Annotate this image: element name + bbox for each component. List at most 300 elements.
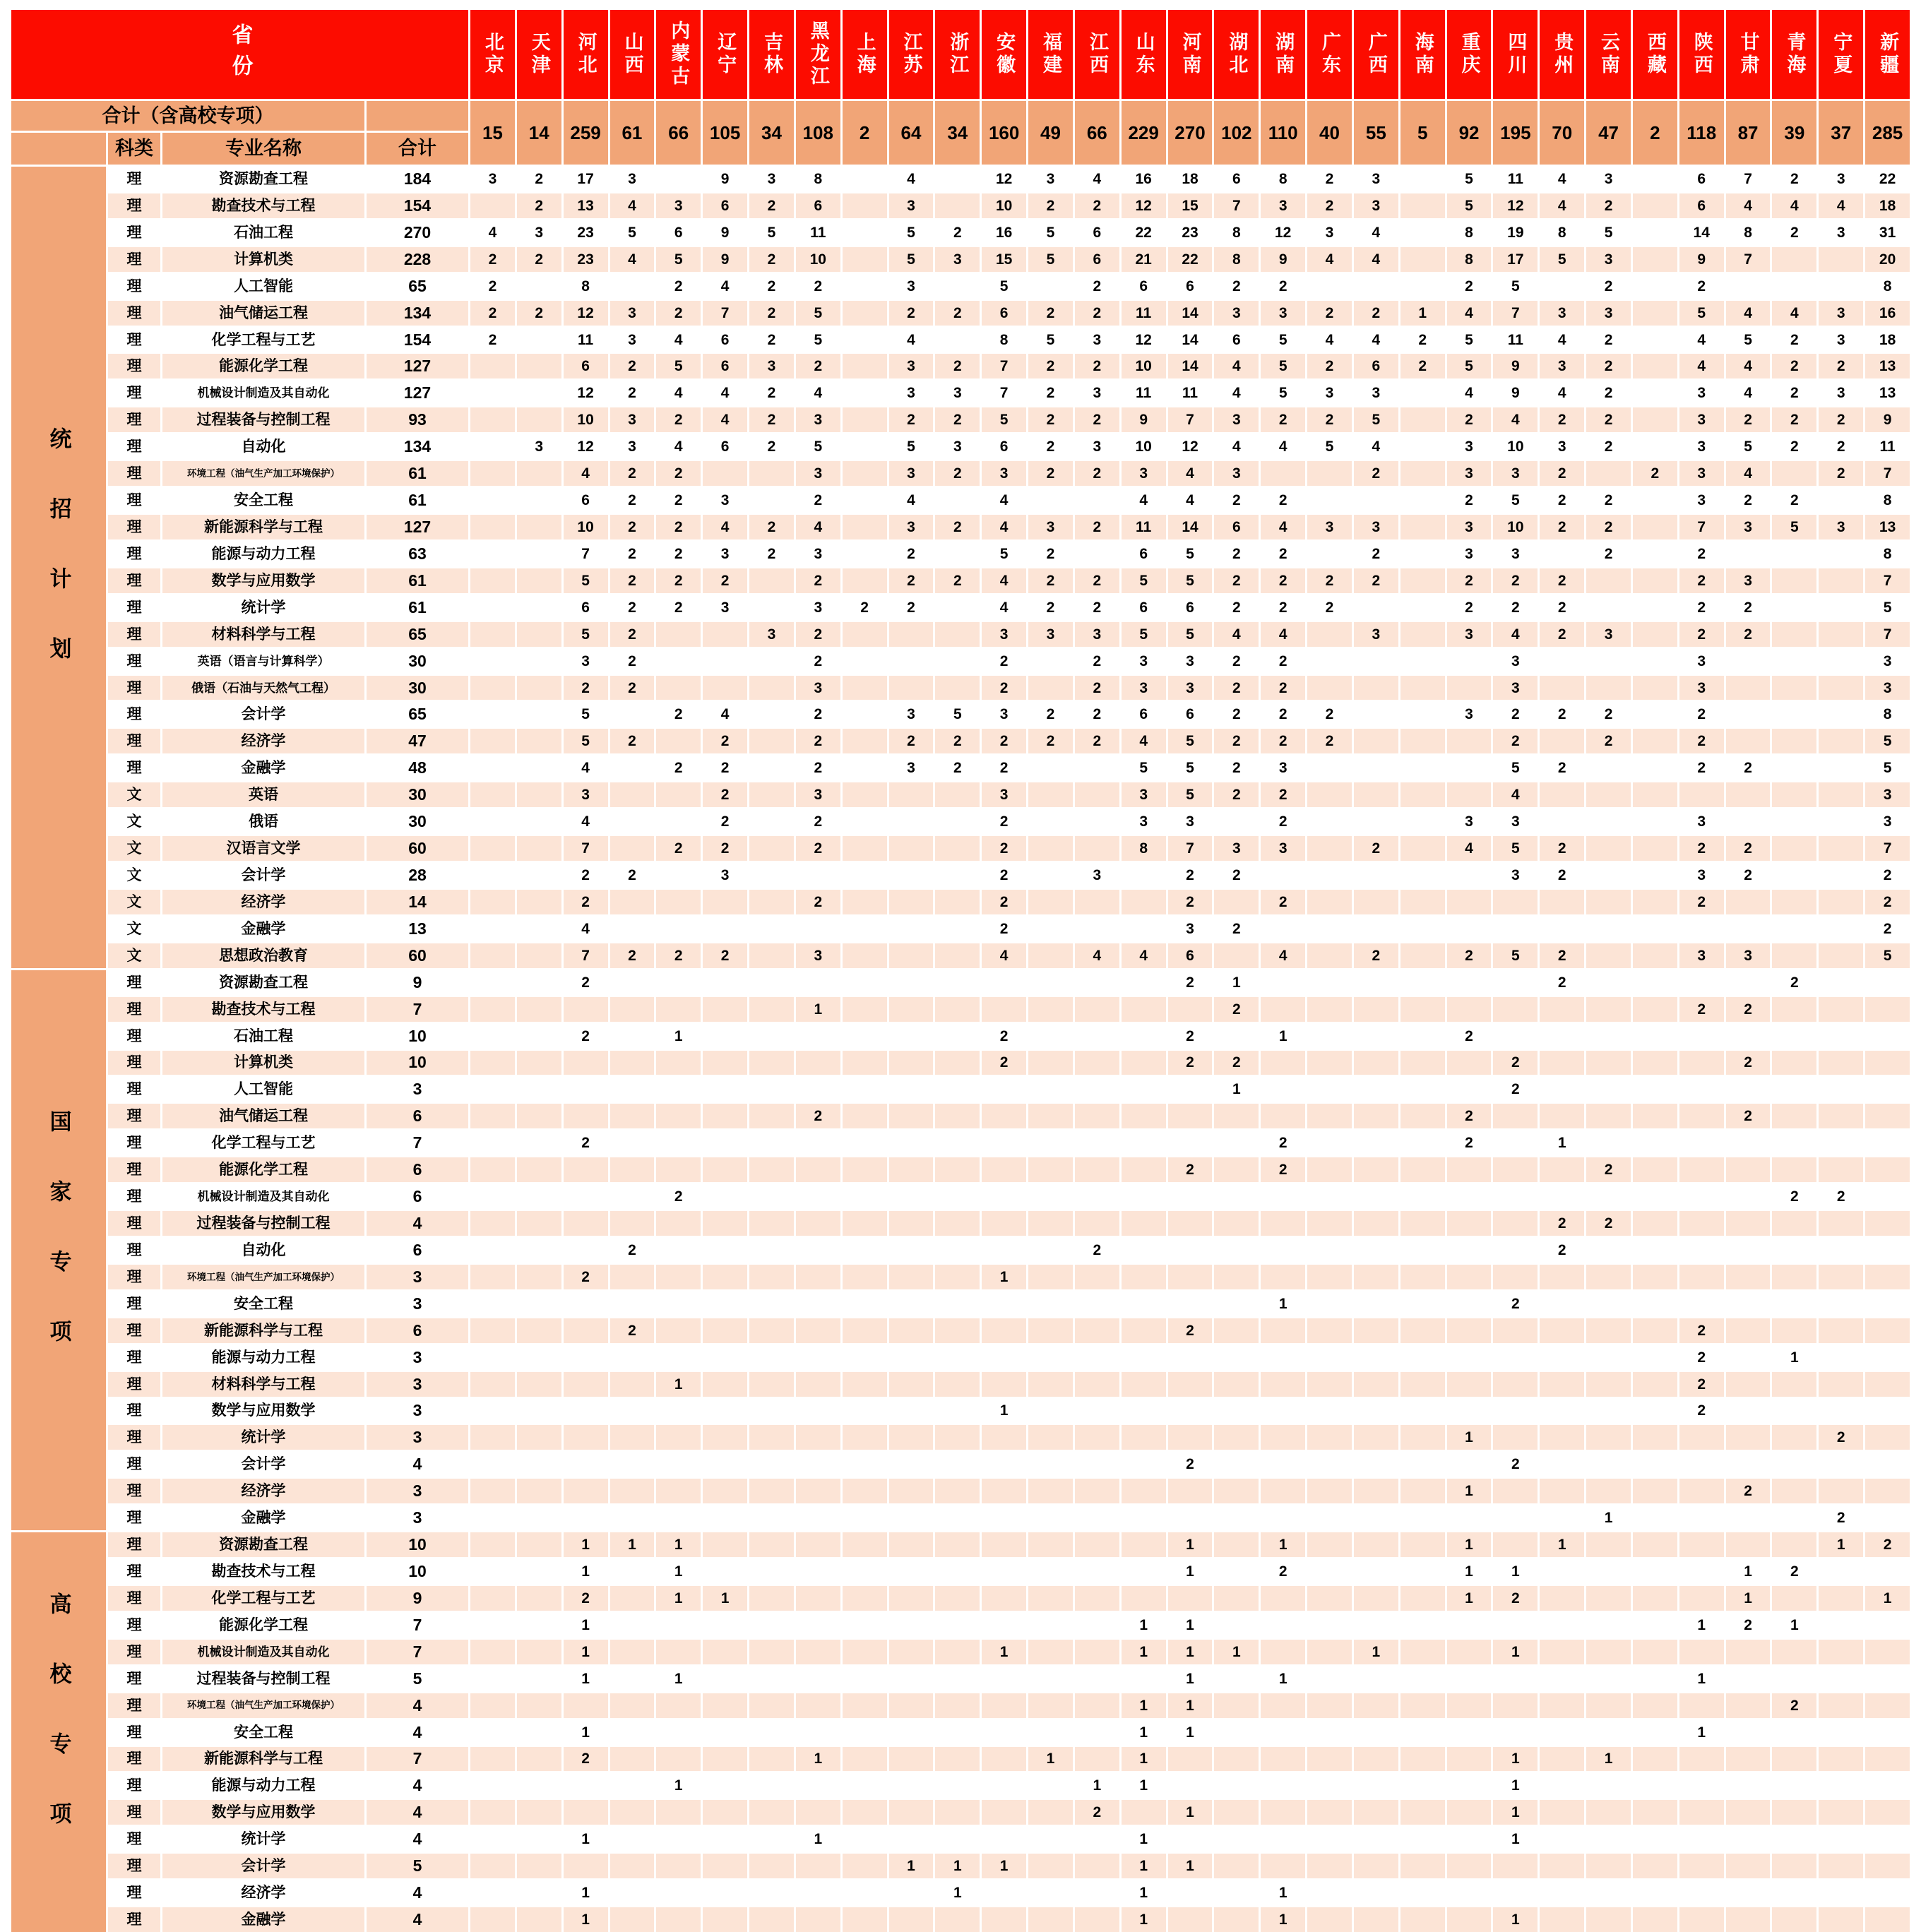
value-cell: 1: [982, 1399, 1026, 1424]
value-cell: [1493, 1131, 1538, 1155]
value-cell: [1540, 1747, 1584, 1772]
value-cell: [1819, 890, 1863, 914]
value-cell: 4: [1726, 381, 1771, 405]
value-cell: 1: [1214, 1640, 1259, 1664]
value-cell: [1307, 488, 1352, 513]
value-cell: [843, 1425, 887, 1450]
value-cell: 2: [703, 782, 747, 807]
value-cell: [1028, 1800, 1073, 1825]
value-cell: 7: [1679, 515, 1724, 539]
value-cell: [1819, 997, 1863, 1022]
value-cell: [470, 1024, 515, 1049]
value-cell: 6: [1075, 247, 1119, 272]
value-cell: [935, 542, 980, 566]
value-cell: 3: [1261, 301, 1305, 326]
value-cell: [1400, 702, 1445, 727]
value-cell: [517, 1157, 561, 1182]
value-cell: 3: [1865, 676, 1910, 700]
row-total-cell: 10: [367, 1024, 468, 1049]
value-cell: 2: [1540, 863, 1584, 888]
value-cell: [1772, 1211, 1816, 1236]
value-cell: [935, 943, 980, 968]
major-name-cell: 经济学: [162, 890, 364, 914]
value-cell: [1540, 1854, 1584, 1878]
value-cell: [1261, 1211, 1305, 1236]
value-cell: [1540, 1452, 1584, 1477]
value-cell: [1772, 1104, 1816, 1128]
value-cell: [1354, 1613, 1398, 1638]
value-cell: [656, 1238, 701, 1263]
value-cell: [703, 970, 747, 995]
value-cell: [1075, 1184, 1119, 1209]
value-cell: [1679, 1693, 1724, 1718]
row-total-cell: 93: [367, 407, 468, 432]
value-cell: 2: [1726, 407, 1771, 432]
value-cell: 5: [1028, 328, 1073, 352]
value-cell: [935, 970, 980, 995]
value-cell: [517, 622, 561, 647]
province-header: 海南: [1400, 10, 1445, 99]
value-cell: 2: [1214, 676, 1259, 700]
value-cell: [1865, 1907, 1910, 1932]
value-cell: [517, 1399, 561, 1424]
value-cell: [1586, 1720, 1631, 1745]
value-cell: 2: [1772, 488, 1816, 513]
value-cell: [1493, 1854, 1538, 1878]
province-header: 安徽: [982, 10, 1026, 99]
value-cell: [1307, 649, 1352, 674]
value-cell: 3: [1819, 381, 1863, 405]
value-cell: [564, 1479, 608, 1503]
row-total-cell: 61: [367, 595, 468, 620]
value-cell: [843, 1345, 887, 1370]
value-cell: 1: [564, 1880, 608, 1905]
category-cell: 理: [108, 167, 160, 191]
value-cell: 2: [1447, 488, 1492, 513]
major-name-cell: 能源与动力工程: [162, 542, 364, 566]
value-cell: 5: [1726, 328, 1771, 352]
value-cell: [982, 1211, 1026, 1236]
row-total-cell: 61: [367, 461, 468, 486]
value-cell: [1772, 1907, 1816, 1932]
category-cell: 文: [108, 809, 160, 834]
value-cell: [1540, 729, 1584, 753]
value-cell: [843, 1318, 887, 1343]
value-cell: 11: [1493, 328, 1538, 352]
value-cell: 3: [796, 943, 840, 968]
value-cell: [470, 595, 515, 620]
province-header: 山东: [1122, 10, 1166, 99]
value-cell: 2: [1168, 863, 1213, 888]
value-cell: [889, 1559, 934, 1584]
value-cell: 3: [1354, 167, 1398, 191]
value-cell: [1028, 836, 1073, 861]
value-cell: 2: [1075, 301, 1119, 326]
value-cell: [1819, 1238, 1863, 1263]
value-cell: [1865, 1720, 1910, 1745]
value-cell: [1075, 1372, 1119, 1397]
value-cell: 1: [1261, 1292, 1305, 1316]
value-cell: 2: [1679, 622, 1724, 647]
value-cell: [610, 756, 655, 780]
value-cell: [470, 1800, 515, 1825]
value-cell: 14: [1168, 515, 1213, 539]
value-cell: 2: [1354, 836, 1398, 861]
value-cell: [889, 1399, 934, 1424]
value-cell: [1028, 1907, 1073, 1932]
category-cell: 理: [108, 515, 160, 539]
value-cell: 2: [1168, 1452, 1213, 1477]
value-cell: [1354, 1505, 1398, 1530]
value-cell: 10: [796, 247, 840, 272]
value-cell: 4: [889, 167, 934, 191]
value-cell: 2: [1540, 568, 1584, 593]
value-cell: [1214, 1773, 1259, 1798]
value-cell: [1400, 1157, 1445, 1182]
value-cell: [1540, 1880, 1584, 1905]
category-cell: 理: [108, 676, 160, 700]
value-cell: [982, 1345, 1026, 1370]
value-cell: [1726, 917, 1771, 941]
major-name-cell: 过程装备与控制工程: [162, 1211, 364, 1236]
value-cell: [1400, 1131, 1445, 1155]
value-cell: [749, 1051, 794, 1075]
value-cell: [1447, 1720, 1492, 1745]
value-cell: [982, 1800, 1026, 1825]
value-cell: [1214, 1425, 1259, 1450]
value-cell: 6: [1168, 595, 1213, 620]
major-name-cell: 会计学: [162, 863, 364, 888]
value-cell: 4: [1122, 729, 1166, 753]
value-cell: [656, 970, 701, 995]
value-cell: [843, 247, 887, 272]
value-cell: 8: [564, 274, 608, 299]
value-cell: [656, 997, 701, 1022]
value-cell: [935, 595, 980, 620]
value-cell: [610, 1907, 655, 1932]
value-cell: [1400, 1666, 1445, 1691]
value-cell: [656, 1292, 701, 1316]
category-cell: 理: [108, 1399, 160, 1424]
category-cell: 理: [108, 970, 160, 995]
value-cell: [749, 1452, 794, 1477]
value-cell: 8: [982, 328, 1026, 352]
value-cell: [517, 1104, 561, 1128]
province-header: 云南: [1586, 10, 1631, 99]
value-cell: 2: [656, 407, 701, 432]
value-cell: [1261, 1184, 1305, 1209]
major-name-cell: 能源化学工程: [162, 354, 364, 378]
value-cell: [1400, 997, 1445, 1022]
value-cell: 1: [1122, 1613, 1166, 1638]
value-cell: 4: [1493, 407, 1538, 432]
value-cell: 1: [982, 1854, 1026, 1878]
value-cell: [1028, 1532, 1073, 1557]
value-cell: [1679, 970, 1724, 995]
value-cell: [1586, 809, 1631, 834]
province-header: 甘肃: [1726, 10, 1771, 99]
value-cell: [703, 1907, 747, 1932]
value-cell: 2: [1214, 863, 1259, 888]
value-cell: 1: [1122, 1747, 1166, 1772]
value-cell: 2: [796, 488, 840, 513]
value-cell: 2: [1540, 515, 1584, 539]
province-total: 87: [1726, 101, 1771, 165]
value-cell: 6: [703, 434, 747, 459]
value-cell: [1075, 1640, 1119, 1664]
value-cell: [1122, 1051, 1166, 1075]
value-cell: [1354, 1559, 1398, 1584]
value-cell: [517, 836, 561, 861]
value-cell: 3: [1540, 301, 1584, 326]
major-name-cell: 自动化: [162, 434, 364, 459]
value-cell: [1726, 702, 1771, 727]
value-cell: [1633, 434, 1677, 459]
value-cell: [610, 1720, 655, 1745]
value-cell: [1865, 1452, 1910, 1477]
value-cell: 2: [1493, 1077, 1538, 1102]
value-cell: 4: [1354, 220, 1398, 245]
value-cell: 5: [1261, 354, 1305, 378]
value-cell: [1633, 917, 1677, 941]
value-cell: [843, 649, 887, 674]
value-cell: [1447, 1505, 1492, 1530]
value-cell: [749, 595, 794, 620]
value-cell: [1400, 729, 1445, 753]
value-cell: [656, 890, 701, 914]
value-cell: [1261, 1747, 1305, 1772]
value-cell: 4: [1493, 782, 1538, 807]
value-cell: [610, 1157, 655, 1182]
value-cell: 11: [564, 328, 608, 352]
value-cell: [935, 1425, 980, 1450]
value-cell: [1168, 1211, 1213, 1236]
major-name-cell: 资源勘查工程: [162, 167, 364, 191]
value-cell: [1307, 943, 1352, 968]
value-cell: [1586, 1399, 1631, 1424]
value-cell: [1633, 676, 1677, 700]
value-cell: [1726, 1800, 1771, 1825]
major-name-cell: 勘查技术与工程: [162, 997, 364, 1022]
value-cell: 3: [1493, 863, 1538, 888]
value-cell: 1: [982, 1640, 1026, 1664]
value-cell: [1028, 1399, 1073, 1424]
value-cell: [1819, 1640, 1863, 1664]
value-cell: [1726, 1907, 1771, 1932]
value-cell: [1447, 1211, 1492, 1236]
value-cell: [564, 1077, 608, 1102]
value-cell: 1: [1261, 1532, 1305, 1557]
value-cell: [517, 649, 561, 674]
value-cell: 2: [1307, 702, 1352, 727]
value-cell: [889, 1720, 934, 1745]
value-cell: [517, 274, 561, 299]
value-cell: [749, 756, 794, 780]
value-cell: [470, 542, 515, 566]
value-cell: 3: [1819, 167, 1863, 191]
value-cell: [1819, 917, 1863, 941]
value-cell: [796, 1184, 840, 1209]
value-cell: [610, 1479, 655, 1503]
value-cell: 6: [1354, 354, 1398, 378]
value-cell: [935, 622, 980, 647]
value-cell: [1261, 1318, 1305, 1343]
value-cell: [1772, 1747, 1816, 1772]
row-total-cell: 127: [367, 381, 468, 405]
value-cell: 4: [1307, 328, 1352, 352]
value-cell: 1: [889, 1854, 934, 1878]
value-cell: 4: [1261, 622, 1305, 647]
value-cell: [703, 1238, 747, 1263]
value-cell: 3: [610, 167, 655, 191]
value-cell: [1214, 1265, 1259, 1289]
value-cell: [470, 1077, 515, 1102]
value-cell: 2: [1540, 407, 1584, 432]
value-cell: [1261, 917, 1305, 941]
value-cell: [935, 167, 980, 191]
value-cell: [610, 1559, 655, 1584]
value-cell: [517, 1051, 561, 1075]
value-cell: [1586, 1773, 1631, 1798]
value-cell: [703, 1292, 747, 1316]
value-cell: [470, 1586, 515, 1611]
province-header: 河北: [564, 10, 608, 99]
category-header: 科类: [108, 133, 160, 165]
value-cell: 8: [796, 167, 840, 191]
value-cell: [1028, 1051, 1073, 1075]
value-cell: [843, 1532, 887, 1557]
value-cell: [1354, 890, 1398, 914]
value-cell: 2: [1586, 1157, 1631, 1182]
value-cell: 2: [1354, 461, 1398, 486]
value-cell: [1540, 1640, 1584, 1664]
value-cell: [1865, 1666, 1910, 1691]
value-cell: [656, 676, 701, 700]
value-cell: 3: [703, 863, 747, 888]
value-cell: 3: [1586, 167, 1631, 191]
category-cell: 理: [108, 274, 160, 299]
value-cell: [1540, 997, 1584, 1022]
value-cell: [1819, 274, 1863, 299]
value-cell: 3: [935, 434, 980, 459]
value-cell: 4: [656, 434, 701, 459]
value-cell: [1400, 461, 1445, 486]
value-cell: [796, 863, 840, 888]
value-cell: [1400, 917, 1445, 941]
value-cell: 2: [1726, 622, 1771, 647]
value-cell: [1307, 1238, 1352, 1263]
value-cell: 4: [1772, 301, 1816, 326]
value-cell: [1354, 809, 1398, 834]
category-cell: 理: [108, 1505, 160, 1530]
value-cell: [843, 1773, 887, 1798]
value-cell: [1075, 542, 1119, 566]
value-cell: [935, 1131, 980, 1155]
value-cell: 2: [656, 301, 701, 326]
value-cell: [1400, 595, 1445, 620]
category-cell: 理: [108, 1827, 160, 1852]
value-cell: [517, 1640, 561, 1664]
row-total-cell: 3: [367, 1505, 468, 1530]
value-cell: [1772, 890, 1816, 914]
value-cell: [517, 407, 561, 432]
value-cell: [1354, 1880, 1398, 1905]
value-cell: [749, 1104, 794, 1128]
value-cell: [517, 1800, 561, 1825]
value-cell: [1400, 1720, 1445, 1745]
value-cell: [1726, 542, 1771, 566]
row-total-cell: 30: [367, 676, 468, 700]
value-cell: [1633, 782, 1677, 807]
value-cell: [1168, 1292, 1213, 1316]
value-cell: [1214, 1720, 1259, 1745]
major-name-cell: 机械设计制造及其自动化: [162, 1184, 364, 1209]
value-cell: 2: [1540, 1211, 1584, 1236]
value-cell: [656, 1104, 701, 1128]
value-cell: [1633, 167, 1677, 191]
value-cell: [889, 1024, 934, 1049]
value-cell: [1819, 782, 1863, 807]
value-cell: [1726, 1238, 1771, 1263]
value-cell: 2: [1586, 729, 1631, 753]
value-cell: [1586, 782, 1631, 807]
value-cell: 2: [610, 1238, 655, 1263]
value-cell: 21: [1122, 247, 1166, 272]
value-cell: 16: [1122, 167, 1166, 191]
value-cell: 2: [796, 756, 840, 780]
value-cell: 3: [889, 193, 934, 218]
category-cell: 理: [108, 1532, 160, 1557]
value-cell: [470, 1104, 515, 1128]
value-cell: [843, 434, 887, 459]
value-cell: 5: [1447, 354, 1492, 378]
value-cell: 2: [656, 836, 701, 861]
value-cell: [1772, 782, 1816, 807]
value-cell: 3: [1447, 542, 1492, 566]
value-cell: [1214, 1238, 1259, 1263]
value-cell: 2: [1075, 461, 1119, 486]
value-cell: [889, 1292, 934, 1316]
value-cell: [1586, 568, 1631, 593]
value-cell: [796, 1318, 840, 1343]
value-cell: [1447, 1800, 1492, 1825]
province-header: 湖北: [1214, 10, 1259, 99]
value-cell: 3: [1447, 622, 1492, 647]
value-cell: [843, 756, 887, 780]
value-cell: [1447, 1640, 1492, 1664]
value-cell: [1307, 863, 1352, 888]
value-cell: [1726, 1854, 1771, 1878]
value-cell: [1075, 1720, 1119, 1745]
value-cell: [1075, 997, 1119, 1022]
value-cell: 2: [610, 568, 655, 593]
value-cell: 1: [656, 1532, 701, 1557]
value-cell: [843, 890, 887, 914]
value-cell: 4: [1447, 301, 1492, 326]
value-cell: 1: [935, 1854, 980, 1878]
value-cell: [1865, 1104, 1910, 1128]
value-cell: [1307, 890, 1352, 914]
value-cell: [796, 1131, 840, 1155]
value-cell: [1493, 1265, 1538, 1289]
value-cell: 3: [1586, 622, 1631, 647]
value-cell: [1168, 1399, 1213, 1424]
province-total: 39: [1772, 101, 1816, 165]
major-name-cell: 石油工程: [162, 220, 364, 245]
value-cell: [1214, 1024, 1259, 1049]
row-total-cell: 63: [367, 542, 468, 566]
province-total: 102: [1214, 101, 1259, 165]
